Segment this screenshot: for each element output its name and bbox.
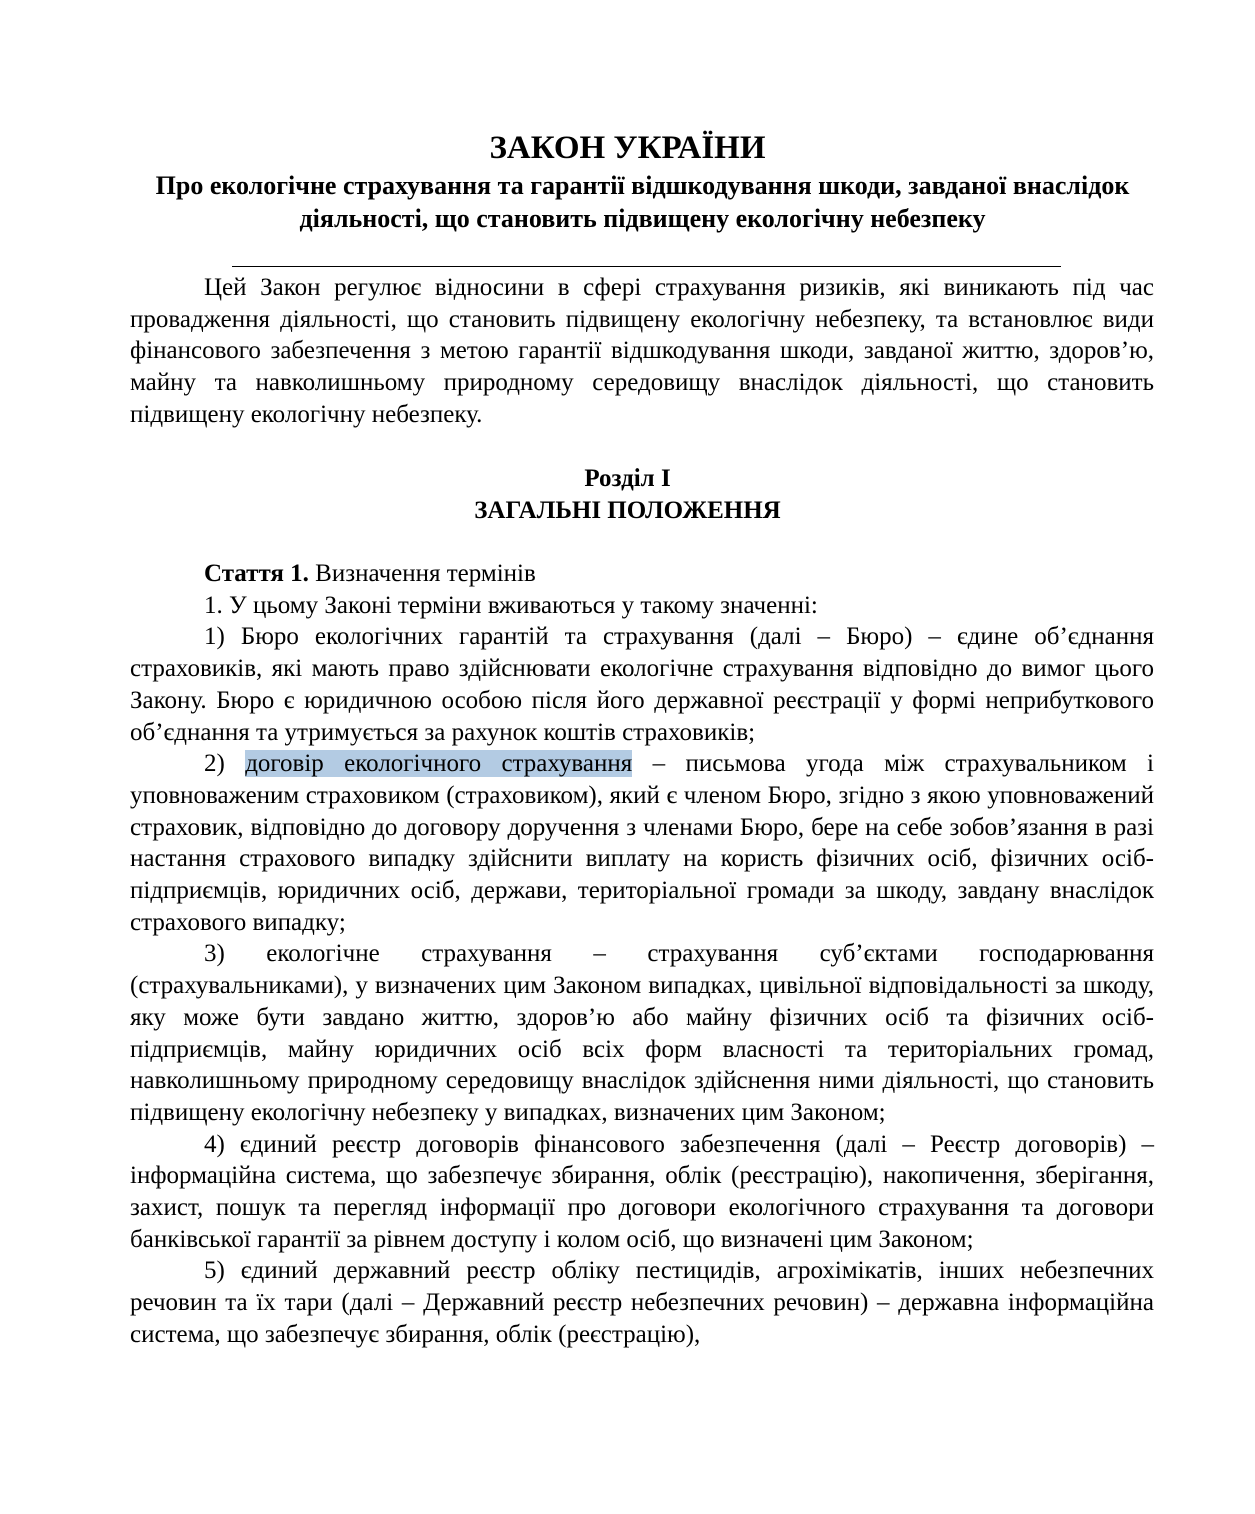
article-number: Стаття 1. [204,560,309,587]
definition-item-3[interactable]: 3) екологічне страхування – страхування суб’єктами господарювання (страхувальниками), у визначених цим Законом випадках, цивільної відповідальності за шкоду, яку може бути завдано життю, здоров’ю або майну фізичних осіб та фізичних осіб-підприємців, майну юридичних осіб всіх форм власності та територіальних громад, навколишньому природному середовищу внаслідок здійснення ними діяльності, що становить підвищену екологічну небезпеку у випадках, визначених цим Законом; [130,940,1154,1126]
article-1 [130,558,1154,1351]
article-title: Визначення термінів [315,560,536,587]
preamble-paragraph[interactable]: Цей Закон регулює відносини в сфері страхування ризиків, які виникають під час провадження діяльності, що становить підвищену екологічну небезпеку, та встановлює види фінансового забезпечення з метою гарантії відшкодування шкоди, завданої життю, здоров’ю, майну та навколишньому природному середовищу внаслідок діяльності, що становить підвищену екологічну небезпеку. [130,274,1154,428]
selected-text-highlight[interactable]: договір екологічного страхування [245,750,633,778]
definition-item-5[interactable]: 5) єдиний державний реєстр обліку пестицидів, агрохімікатів, інших небезпечних речовин та їх тари (далі – Державний реєстр небезпечних речовин) – державна інформаційна система, що забезпечує збирання, облік (реєстрацію), [130,1257,1154,1348]
section-number: Розділ I [584,465,671,492]
preamble [130,272,1154,431]
definition-item-2-text: – письмова угода між страхувальником і уповноваженим страховиком (страховиком), який є членом Бюро, згідно з якою уповноважений страховик, відповідно до договору доручення з членами Бюро, бере на себе зобов’язання в разі настання страхового випадку здійснити виплату на користь фізичних осіб, фізичних осіб-підприємців, юридичних осіб, держави, територіальної громади за шкоду, завдану внаслідок страхового випадку; [130,750,1154,936]
definition-item-4[interactable]: 4) єдиний реєстр договорів фінансового забезпечення (далі – Реєстр договорів) – інформаційна система, що забезпечує збирання, облік (реєстрацію), накопичення, зберігання, захист, пошук та перегляд інформації про договори екологічного страхування та договори банківської гарантії за рівнем доступу і колом осіб, що визначені цим Законом; [130,1130,1154,1253]
law-title: ЗАКОН УКРАЇНИ [489,130,766,166]
article-heading[interactable] [130,558,1154,590]
title-divider [232,266,1061,267]
definition-item-2-number: 2) [204,750,246,778]
article-part-1[interactable]: 1. У цьому Законі терміни вживаються у такому значенні: [204,591,818,619]
law-subtitle: Про екологічне страхування та гарантії відшкодування шкоди, завданої внаслідок діяльності, що становить підвищену екологічну небезпеку [155,171,1130,233]
section-name: ЗАГАЛЬНІ ПОЛОЖЕННЯ [474,497,781,524]
section-heading [0,463,1255,527]
definition-item-1[interactable]: 1) Бюро екологічних гарантій та страхування (далі – Бюро) – єдине об’єднання страховиків, які мають право здійснювати екологічне страхування відповідно до вимог цього Закону. Бюро є юридичною особою після його державної реєстрації у формі неприбуткового об’єднання та утримується за рахунок коштів страховиків; [130,623,1154,746]
definition-item-2[interactable] [130,748,1154,938]
